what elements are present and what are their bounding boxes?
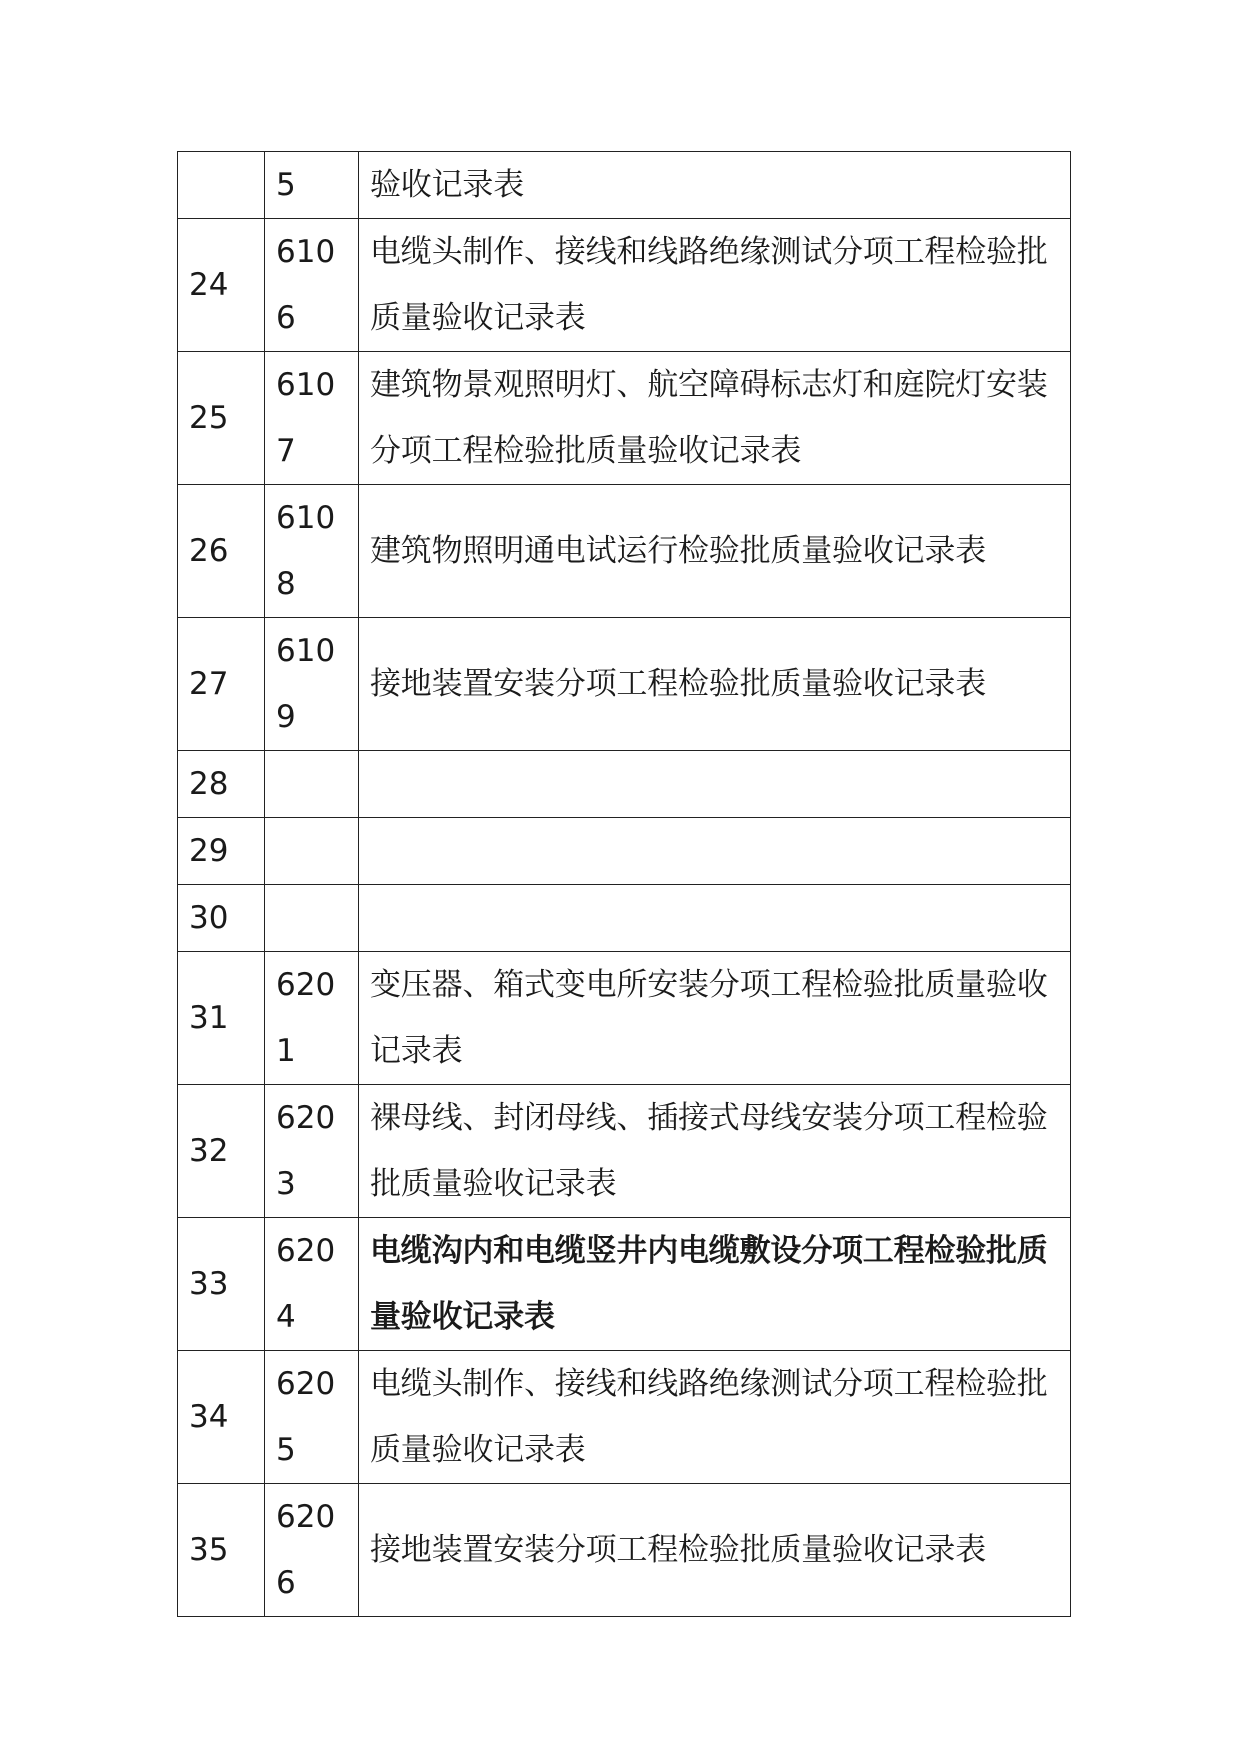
form-code: 6201 [265,952,359,1085]
table-row [178,618,1071,751]
form-name: 验收记录表 [359,152,1071,219]
row-number: 34 [178,1351,265,1484]
form-name [359,751,1071,818]
form-code [265,885,359,952]
row-number: 25 [178,352,265,485]
form-code: 6109 [265,618,359,751]
table-row [178,952,1071,1085]
row-number: 27 [178,618,265,751]
inspection-records-table [177,151,1071,1617]
table-row [178,818,1071,885]
form-name [359,818,1071,885]
form-code [265,818,359,885]
table-row [178,751,1071,818]
table-row [178,219,1071,352]
row-number: 32 [178,1085,265,1218]
form-name: 电缆头制作、接线和线路绝缘测试分项工程检验批质量验收记录表 [359,1351,1071,1484]
form-code: 6108 [265,485,359,618]
table-row [178,352,1071,485]
table-row [178,1484,1071,1617]
row-number: 29 [178,818,265,885]
row-number [178,152,265,219]
form-name: 变压器、箱式变电所安装分项工程检验批质量验收记录表 [359,952,1071,1085]
table-row [178,152,1071,219]
table-row [178,485,1071,618]
form-name: 建筑物景观照明灯、航空障碍标志灯和庭院灯安装分项工程检验批质量验收记录表 [359,352,1071,485]
form-code: 6205 [265,1351,359,1484]
form-code: 6107 [265,352,359,485]
form-name: 接地装置安装分项工程检验批质量验收记录表 [359,618,1071,751]
row-number: 24 [178,219,265,352]
form-code: 5 [265,152,359,219]
row-number: 33 [178,1218,265,1351]
row-number: 26 [178,485,265,618]
form-name: 接地装置安装分项工程检验批质量验收记录表 [359,1484,1071,1617]
form-code: 6204 [265,1218,359,1351]
table-row [178,885,1071,952]
form-code [265,751,359,818]
form-name [359,885,1071,952]
row-number: 31 [178,952,265,1085]
form-name: 建筑物照明通电试运行检验批质量验收记录表 [359,485,1071,618]
form-code: 6206 [265,1484,359,1617]
table-body [178,152,1071,1617]
form-name: 裸母线、封闭母线、插接式母线安装分项工程检验批质量验收记录表 [359,1085,1071,1218]
form-code: 6106 [265,219,359,352]
row-number: 35 [178,1484,265,1617]
form-code: 6203 [265,1085,359,1218]
form-name: 电缆沟内和电缆竖井内电缆敷设分项工程检验批质量验收记录表 [359,1218,1071,1351]
table-row [178,1085,1071,1218]
table-row [178,1218,1071,1351]
row-number: 30 [178,885,265,952]
form-name: 电缆头制作、接线和线路绝缘测试分项工程检验批质量验收记录表 [359,219,1071,352]
table-row [178,1351,1071,1484]
row-number: 28 [178,751,265,818]
